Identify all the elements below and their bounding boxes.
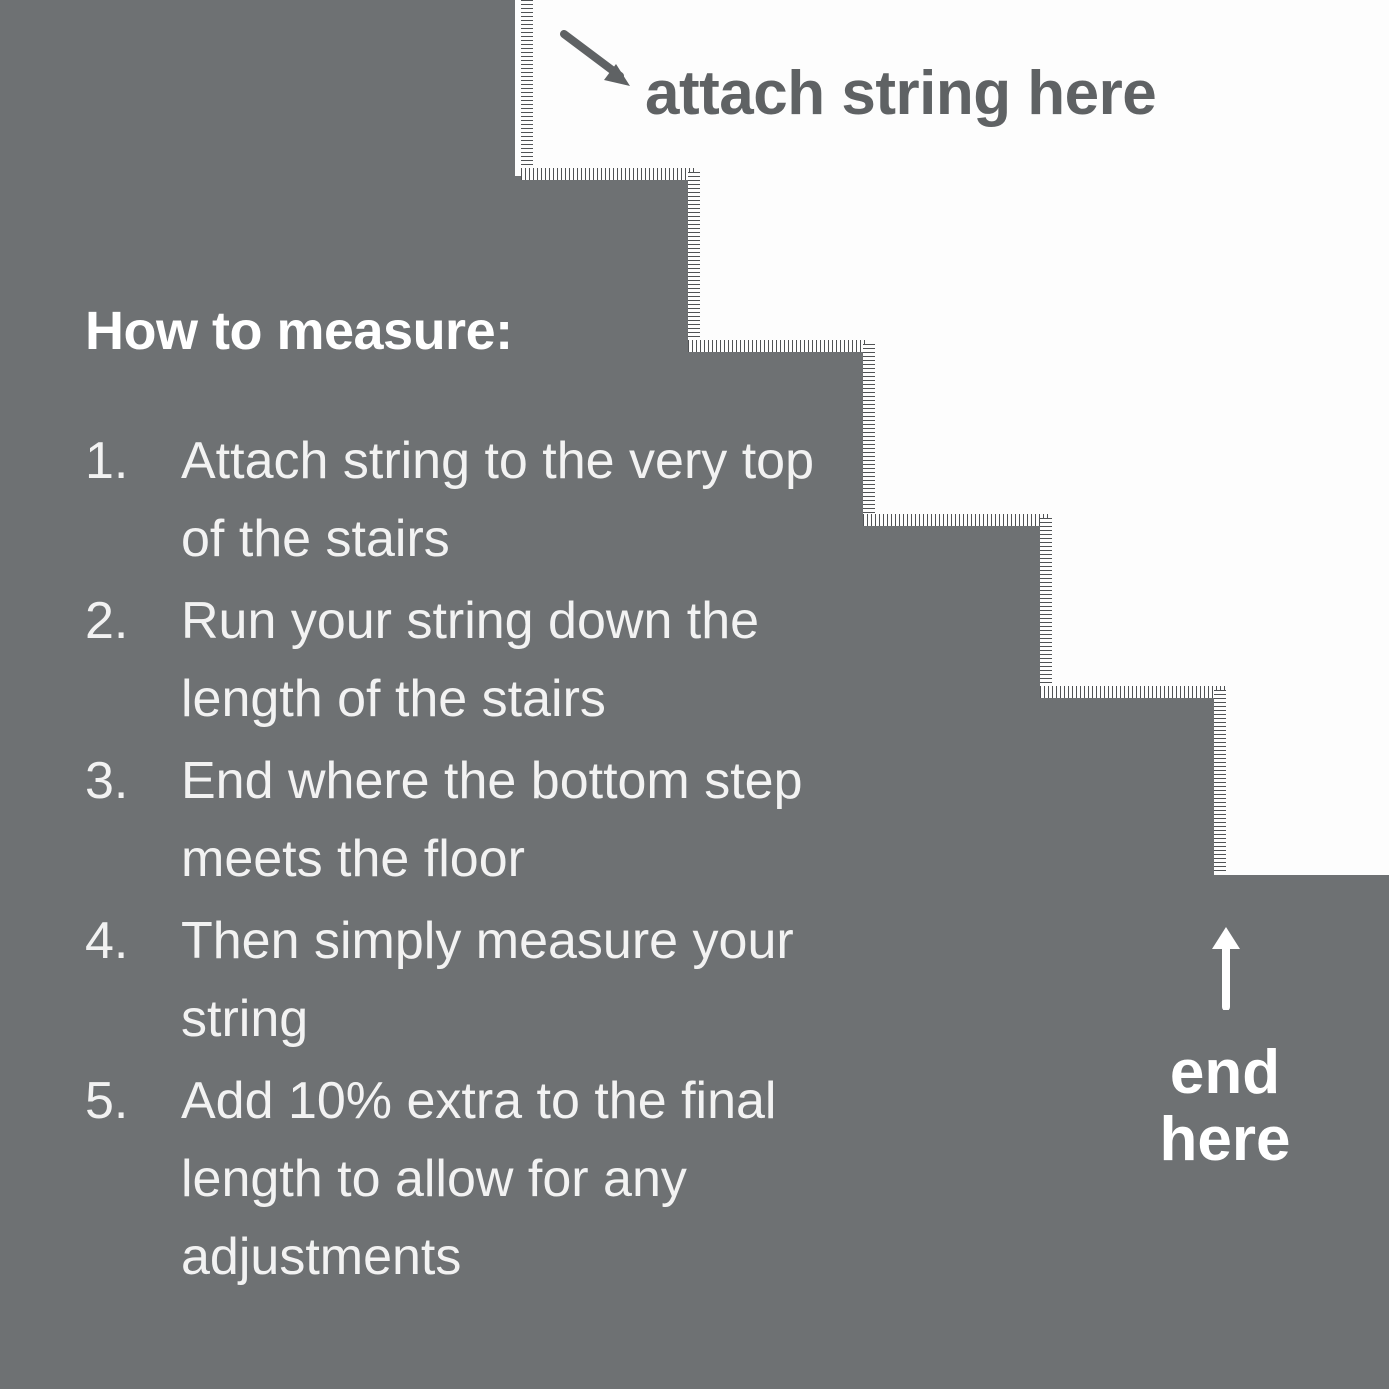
list-item: Add 10% extra to the final length to allow for any adjustments xyxy=(181,1072,777,1286)
instruction-list xyxy=(85,422,845,1296)
stair-step xyxy=(1214,690,1389,875)
list-item: Then simply measure your string xyxy=(181,912,794,1048)
stair-riser-edge xyxy=(863,344,875,520)
attach-string-label: attach string here xyxy=(645,59,1157,128)
page-title: How to measure: xyxy=(85,301,513,361)
list-item: End where the bottom step meets the floor xyxy=(181,752,803,888)
stair-tread-edge xyxy=(1040,686,1226,698)
stair-tread-edge xyxy=(521,168,694,180)
list-item: Run your string down the length of the stairs xyxy=(181,592,760,728)
arrow-down-right-icon xyxy=(560,30,635,90)
stair-step xyxy=(1040,518,1389,694)
list-item: Attach string to the very top of the stairs xyxy=(181,432,814,568)
stair-riser-edge xyxy=(521,0,533,172)
stair-step xyxy=(863,344,1389,522)
stair-riser-edge xyxy=(1040,518,1052,690)
end-here-line-1: end xyxy=(1169,1038,1281,1107)
how-to-measure-panel xyxy=(85,300,845,1300)
stair-riser-edge xyxy=(1214,690,1226,874)
arrow-up-icon xyxy=(1196,925,1256,1010)
stair-tread-edge xyxy=(863,514,1051,526)
end-here-label xyxy=(1135,1040,1315,1174)
end-here-line-2: here xyxy=(1159,1104,1291,1174)
